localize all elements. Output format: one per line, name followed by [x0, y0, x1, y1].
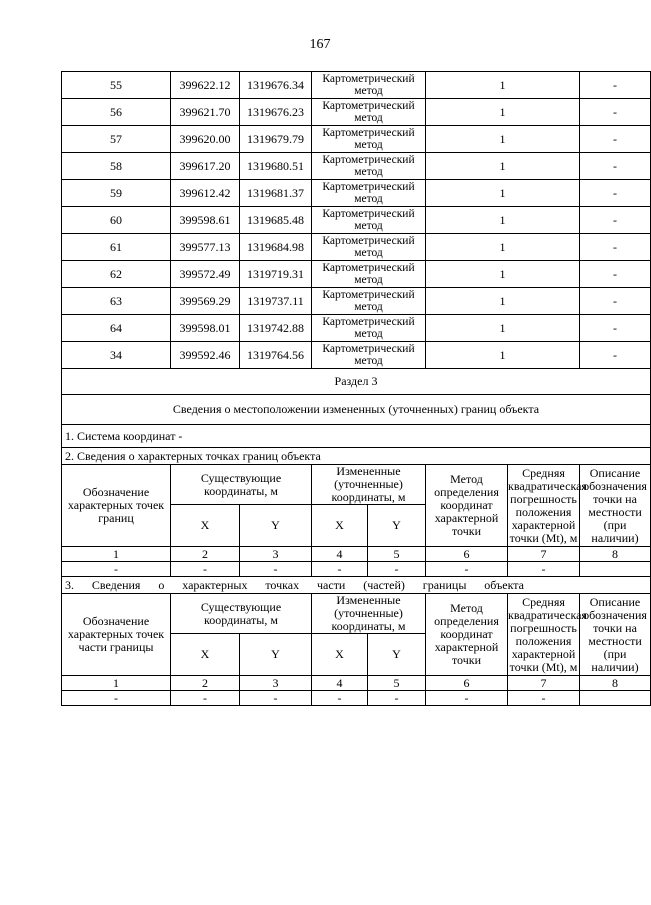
t3-header-changed: Измененные (уточненные) координаты, м [312, 594, 426, 634]
t2-header-changed: Измененные (уточненные) координаты, м [312, 465, 426, 505]
precision-cell: 1 [426, 207, 580, 234]
coord-x: 399620.00 [171, 126, 240, 153]
precision-cell: 1 [426, 342, 580, 369]
method-cell: Картометрический метод [312, 180, 426, 207]
precision-cell: 1 [426, 99, 580, 126]
column-number: 8 [580, 676, 651, 691]
description-cell: - [580, 99, 651, 126]
coord-y: 1319719.31 [240, 261, 312, 288]
t2-header-mt: Средняя квадратическая погрешность положения характерной точки (Mt), м [508, 465, 587, 545]
t2-header-existing-y: Y [240, 505, 312, 547]
method-cell: Картометрический метод [312, 234, 426, 261]
coord-x: 399569.29 [171, 288, 240, 315]
coord-x: 399598.01 [171, 315, 240, 342]
empty-cell: - [508, 691, 580, 706]
t3-header-description: Описание обозначения точки на местности (при наличии) [580, 594, 651, 676]
table-row [62, 315, 651, 342]
method-cell: Картометрический метод [312, 207, 426, 234]
coord-x: 399622.12 [171, 72, 240, 99]
coord-x: 399577.13 [171, 234, 240, 261]
t3-header-changed-x: X [312, 634, 368, 676]
column-number: 5 [368, 676, 426, 691]
t2-header-changed-y: Y [368, 505, 426, 547]
table-row [62, 288, 651, 315]
column-number: 3 [240, 676, 312, 691]
empty-cell [580, 562, 651, 577]
table-row [62, 261, 651, 288]
coord-x: 399598.61 [171, 207, 240, 234]
coord-y: 1319681.37 [240, 180, 312, 207]
point-number: 58 [62, 153, 171, 180]
coord-y: 1319676.23 [240, 99, 312, 126]
empty-cell: - [426, 691, 508, 706]
t2-empty-row [62, 562, 651, 577]
column-number: 2 [171, 547, 240, 562]
empty-cell: - [368, 562, 426, 577]
coordinates-table [61, 71, 651, 706]
coord-x: 399617.20 [171, 153, 240, 180]
precision-cell: 1 [426, 234, 580, 261]
description-cell: - [580, 234, 651, 261]
page-number: 167 [309, 37, 331, 52]
table-row [62, 342, 651, 369]
coord-y: 1319742.88 [240, 315, 312, 342]
precision-cell: 1 [426, 153, 580, 180]
point-number: 63 [62, 288, 171, 315]
t2-header-changed-x: X [312, 505, 368, 547]
point-number: 62 [62, 261, 171, 288]
empty-cell: - [312, 691, 368, 706]
t2-header-description: Описание обозначения точки на местности (при наличии) [580, 465, 651, 547]
t2-header-method: Метод определения координат характерной точки [426, 465, 508, 547]
empty-cell: - [171, 562, 240, 577]
coord-y: 1319679.79 [240, 126, 312, 153]
description-cell: - [580, 153, 651, 180]
column-number: 1 [62, 676, 171, 691]
empty-cell: - [368, 691, 426, 706]
coord-y: 1319680.51 [240, 153, 312, 180]
column-number: 4 [312, 676, 368, 691]
coord-y: 1319676.34 [240, 72, 312, 99]
method-cell: Картометрический метод [312, 288, 426, 315]
method-cell: Картометрический метод [312, 261, 426, 288]
method-cell: Картометрический метод [312, 153, 426, 180]
table-row [62, 180, 651, 207]
precision-cell: 1 [426, 126, 580, 153]
column-number: 7 [508, 676, 580, 691]
precision-cell: 1 [426, 72, 580, 99]
point-number: 64 [62, 315, 171, 342]
column-number: 3 [240, 547, 312, 562]
t2-header-existing: Существующие координаты, м [171, 465, 312, 505]
column-number: 6 [426, 676, 508, 691]
coord-x: 399621.70 [171, 99, 240, 126]
empty-cell: - [240, 562, 312, 577]
column-number: 8 [580, 547, 651, 562]
empty-cell: - [508, 562, 580, 577]
part2-title: 2. Сведения о характерных точках границ объекта [62, 448, 651, 465]
table-row [62, 99, 651, 126]
column-number: 2 [171, 676, 240, 691]
point-number: 34 [62, 342, 171, 369]
coordinate-system-row: 1. Система координат - [62, 425, 651, 448]
table-row [62, 234, 651, 261]
column-number: 1 [62, 547, 171, 562]
precision-cell: 1 [426, 180, 580, 207]
t3-header-changed-y: Y [368, 634, 426, 676]
t3-header-mt: Средняя квадратическая погрешность положения характерной точки (Mt), м [508, 594, 587, 674]
empty-cell: - [171, 691, 240, 706]
method-cell: Картометрический метод [312, 99, 426, 126]
t2-header-designation: Обозначение характерных точек границ [62, 465, 171, 547]
t3-header-existing: Существующие координаты, м [171, 594, 312, 634]
point-number: 59 [62, 180, 171, 207]
column-number: 5 [368, 547, 426, 562]
description-cell: - [580, 180, 651, 207]
t3-empty-row [62, 691, 651, 706]
method-cell: Картометрический метод [312, 342, 426, 369]
t2-column-numbers-row [62, 547, 651, 562]
t3-header-method: Метод определения координат характерной точки [426, 594, 508, 676]
method-cell: Картометрический метод [312, 126, 426, 153]
t2-header-existing-x: X [171, 505, 240, 547]
precision-cell: 1 [426, 315, 580, 342]
coord-y: 1319764.56 [240, 342, 312, 369]
coord-x: 399612.42 [171, 180, 240, 207]
description-cell: - [580, 72, 651, 99]
description-cell: - [580, 261, 651, 288]
column-number: 7 [508, 547, 580, 562]
description-cell: - [580, 342, 651, 369]
point-number: 61 [62, 234, 171, 261]
description-cell: - [580, 315, 651, 342]
coord-y: 1319737.11 [240, 288, 312, 315]
points-table-body [62, 72, 651, 369]
precision-cell: 1 [426, 288, 580, 315]
t3-column-numbers-row [62, 676, 651, 691]
coord-x: 399592.46 [171, 342, 240, 369]
point-number: 60 [62, 207, 171, 234]
table-row [62, 153, 651, 180]
empty-cell: - [426, 562, 508, 577]
point-number: 55 [62, 72, 171, 99]
section-title: Раздел 3 [62, 369, 651, 395]
coord-x: 399572.49 [171, 261, 240, 288]
empty-cell: - [62, 691, 171, 706]
table-row [62, 72, 651, 99]
precision-cell: 1 [426, 261, 580, 288]
point-number: 57 [62, 126, 171, 153]
coord-y: 1319684.98 [240, 234, 312, 261]
t3-header-designation: Обозначение характерных точек части границы [62, 594, 171, 676]
t3-header-existing-x: X [171, 634, 240, 676]
table-row [62, 126, 651, 153]
empty-cell [580, 691, 651, 706]
section-subtitle: Сведения о местоположении измененных (уточненных) границ объекта [62, 395, 651, 425]
part3-title: 3. Сведения о характерных точках части (частей) границы объекта [62, 577, 651, 594]
empty-cell: - [62, 562, 171, 577]
description-cell: - [580, 207, 651, 234]
method-cell: Картометрический метод [312, 315, 426, 342]
coord-y: 1319685.48 [240, 207, 312, 234]
empty-cell: - [240, 691, 312, 706]
method-cell: Картометрический метод [312, 72, 426, 99]
description-cell: - [580, 126, 651, 153]
column-number: 6 [426, 547, 508, 562]
table-row [62, 207, 651, 234]
column-number: 4 [312, 547, 368, 562]
t3-header-existing-y: Y [240, 634, 312, 676]
description-cell: - [580, 288, 651, 315]
empty-cell: - [312, 562, 368, 577]
point-number: 56 [62, 99, 171, 126]
